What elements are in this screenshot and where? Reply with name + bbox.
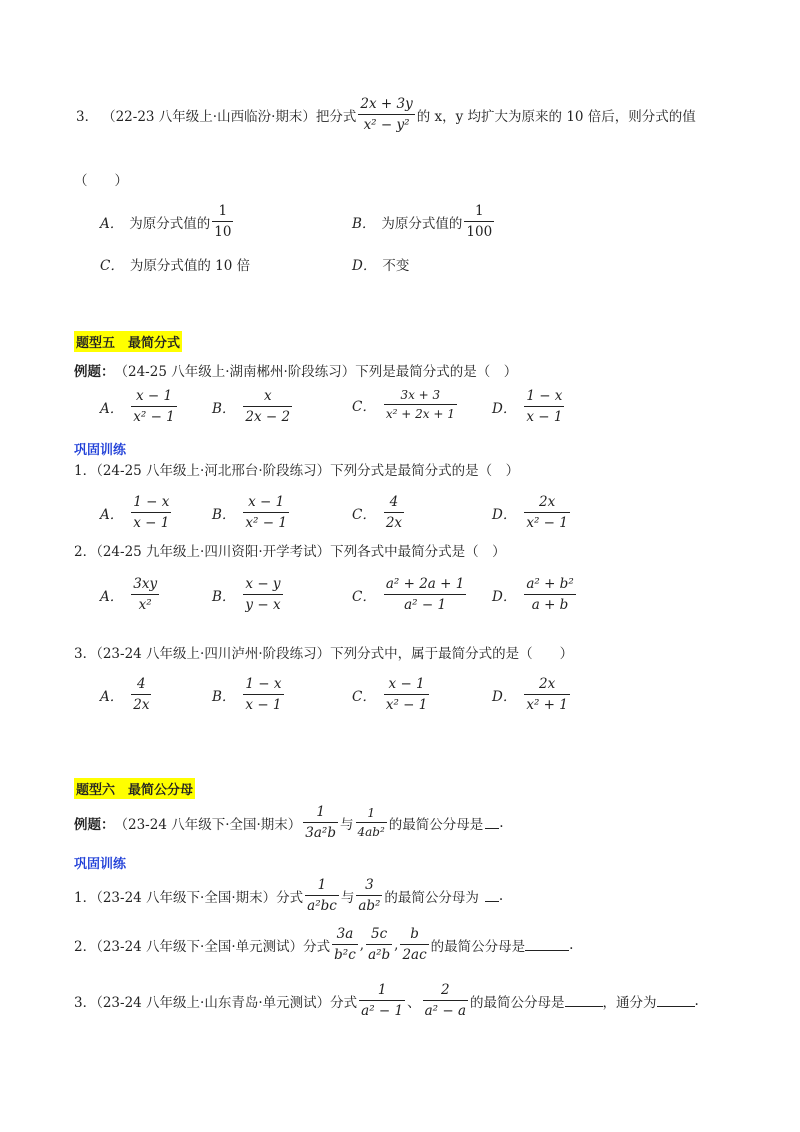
example-label: 例题： bbox=[74, 364, 115, 380]
fraction: $\frac{5c}{\text{a²b}}$ bbox=[368, 926, 391, 963]
question-3: 3．（23-24 八年级上·四川泸州·阶段练习）下列分式中，属于最简分式的是（ ） bbox=[74, 646, 574, 662]
fraction: $\frac{\text{a² + 2a + 1}}{\text{a² − 1}}$ bbox=[385, 576, 465, 613]
fraction: $\frac{3a}{\text{b²c}}$ bbox=[334, 926, 356, 963]
question-1: 1．（23-24 八年级下·全国·期末）分式 $\frac{1}{\text{a²bc}}$ 与 $\frac{3}{\text{ab²}}$ 的最简公分母为 . bbox=[74, 877, 504, 914]
fraction: $\frac{2x}{\text{x² − 1}}$ bbox=[526, 494, 568, 531]
question-2: 2．（23-24 八年级下·全国·单元测试）分式 $\frac{3a}{\text{b²c}}$ , $\frac{5c}{\text{a²b}}$ , $\frac{b}{2ac}$ 的最简公分母是 . bbox=[74, 926, 574, 963]
fraction: $\frac{1}{\text{4ab²}}$ bbox=[357, 806, 385, 839]
fraction: $\frac{x - 1}{\text{x² − 1}}$ bbox=[133, 388, 175, 425]
fraction: $\frac{x - 1}{\text{x² − 1}}$ bbox=[245, 494, 287, 531]
fraction: $\frac{1}{10}$ bbox=[214, 203, 232, 240]
question-3-prev bbox=[76, 96, 696, 133]
fraction: $\frac{1}{\text{3a²b}}$ bbox=[305, 804, 336, 841]
question-3: 3．（23-24 八年级上·山东青岛·单元测试）分式 $\frac{1}{\text{a² − 1}}$ 、 $\frac{2}{\text{a² − a}}$ 的最简公分母是 ，通分为 . bbox=[74, 982, 699, 1019]
question-2: 2．（24-25 九年级上·四川资阳·开学考试）下列各式中最简分式是（ ） bbox=[74, 544, 506, 560]
example-question: 例题： （24-25 八年级上·湖南郴州·阶段练习）下列是最简分式的是（ ） bbox=[74, 360, 517, 380]
fraction: $\frac{\text{a² + b²}}{a + b}$ bbox=[526, 576, 574, 613]
question-number: 3． bbox=[76, 108, 99, 125]
section-title-6: 题型六 最简公分母 bbox=[74, 778, 195, 799]
option-b[interactable]: B． $\frac{x - y}{y - x}$ bbox=[212, 576, 281, 613]
fraction: $\frac{x - y}{y - x}$ bbox=[245, 576, 281, 613]
fraction: $\frac{3}{\text{ab²}}$ bbox=[358, 877, 381, 914]
option-a[interactable]: A． $\frac{3xy}{\text{x²}}$ bbox=[100, 576, 158, 613]
option-b[interactable]: B． $\frac{x - 1}{\text{x² − 1}}$ bbox=[212, 494, 287, 531]
option-d[interactable]: D． $\frac{1 - x}{x - 1}$ bbox=[492, 388, 563, 425]
option-d[interactable]: D． $\frac{\text{a² + b²}}{a + b}$ bbox=[492, 576, 574, 613]
answer-blank[interactable] bbox=[657, 994, 695, 1007]
example-label: 例题： bbox=[74, 816, 115, 833]
option-c[interactable]: C． $\frac{3x + 3}{\text{x² + 2x + 1}}$ bbox=[352, 388, 455, 421]
fraction: $\frac{x}{2x - 2}$ bbox=[245, 388, 291, 425]
question-text: 把分式 bbox=[315, 108, 357, 125]
example-question: 例题： （23-24 八年级下·全国·期末） $\frac{1}{\text{3a²b}}$ 与 $\frac{1}{\text{4ab²}}$ 的最简公分母是 . bbox=[74, 804, 504, 841]
fraction: $\frac{2}{\text{a² − a}}$ bbox=[424, 982, 466, 1019]
option-a[interactable]: A． $\frac{4}{2x}$ bbox=[100, 676, 150, 713]
fraction: $\frac{1}{\text{a² − 1}}$ bbox=[361, 982, 404, 1019]
fraction: $\frac{3xy}{\text{x²}}$ bbox=[133, 576, 158, 613]
fraction: $\frac{1 - x}{x - 1}$ bbox=[245, 676, 282, 713]
question-source: （22-23 八年级上·山西临汾·期末） bbox=[102, 108, 316, 125]
practice-title: 巩固训练 bbox=[74, 857, 127, 872]
section-title-5: 题型五 最简分式 bbox=[74, 331, 182, 352]
fraction: $\frac{4}{2x}$ bbox=[385, 494, 403, 531]
option-a[interactable]: A． $\frac{x - 1}{\text{x² − 1}}$ bbox=[100, 388, 175, 425]
answer-blank[interactable] bbox=[525, 938, 569, 951]
option-b[interactable]: B． 为原分式值的 $\frac{1}{100}$ bbox=[352, 203, 493, 240]
option-d[interactable]: D． $\frac{2x}{\text{x² − 1}}$ bbox=[492, 494, 568, 531]
fraction: $\frac{1 - x}{x - 1}$ bbox=[133, 494, 170, 531]
option-c[interactable]: C． 为原分式值的 10 倍 bbox=[100, 258, 251, 274]
practice-title: 巩固训练 bbox=[74, 443, 127, 458]
option-c[interactable]: C． $\frac{4}{2x}$ bbox=[352, 494, 403, 531]
fraction: $\frac{b}{2ac}$ bbox=[402, 926, 427, 963]
fraction: $\frac{2x}{\text{x² + 1}}$ bbox=[526, 676, 568, 713]
option-c[interactable]: C． $\frac{\text{a² + 2a + 1}}{\text{a² − 1}}$ bbox=[352, 576, 465, 613]
option-b[interactable]: B． $\frac{1 - x}{x - 1}$ bbox=[212, 676, 282, 713]
question-1: 1．（24-25 八年级上·河北邢台·阶段练习）下列分式是最简分式的是（ ） bbox=[74, 463, 520, 479]
answer-blank[interactable] bbox=[565, 994, 603, 1007]
option-c[interactable]: C． $\frac{x - 1}{\text{x² − 1}}$ bbox=[352, 676, 428, 713]
option-a[interactable]: A． $\frac{1 - x}{x - 1}$ bbox=[100, 494, 170, 531]
option-b[interactable]: B． $\frac{x}{2x - 2}$ bbox=[212, 388, 291, 425]
fraction: $\frac{4}{2x}$ bbox=[133, 676, 150, 713]
fraction: $\frac{1}{\text{a²bc}}$ bbox=[307, 877, 337, 914]
fraction: $\frac{2x + 3y}{\text{x² − y²}}$ bbox=[360, 96, 413, 133]
option-d[interactable]: D． $\frac{2x}{\text{x² + 1}}$ bbox=[492, 676, 568, 713]
option-d[interactable]: D． 不变 bbox=[352, 258, 410, 274]
fraction: $\frac{1}{100}$ bbox=[466, 203, 493, 240]
fraction: $\frac{3x + 3}{\text{x² + 2x + 1}}$ bbox=[385, 388, 455, 421]
question-text-tail: 的 x，y 均扩大为原来的 10 倍后，则分式的值 bbox=[416, 108, 696, 125]
fraction: $\frac{x - 1}{\text{x² − 1}}$ bbox=[385, 676, 428, 713]
option-a[interactable]: A． 为原分式值的 $\frac{1}{10}$ bbox=[100, 203, 232, 240]
answer-blank[interactable] bbox=[485, 889, 499, 902]
answer-paren: （ ） bbox=[74, 173, 128, 189]
answer-blank[interactable] bbox=[485, 816, 499, 829]
fraction: $\frac{1 - x}{x - 1}$ bbox=[526, 388, 563, 425]
